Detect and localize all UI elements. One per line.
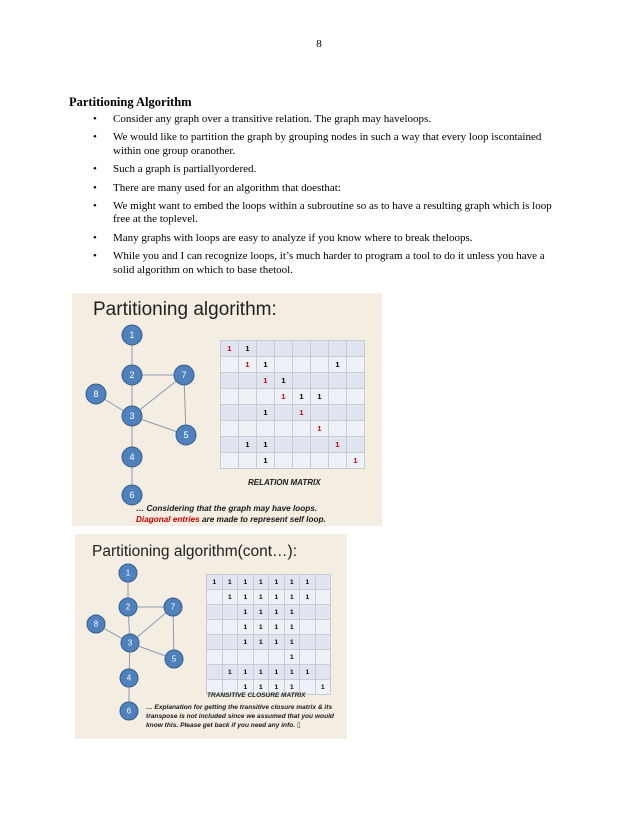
matrix-cell: 1 xyxy=(253,575,269,590)
node-label: 8 xyxy=(93,389,99,399)
matrix-cell xyxy=(311,405,329,421)
matrix-cell: 1 xyxy=(207,575,223,590)
node-label: 6 xyxy=(126,706,132,716)
slide-partitioning-cont xyxy=(75,534,347,739)
note-text: … Explanation for getting the transitive closure matrix & its transpose is not included since we assumed that you would know this. Please get back if you need any info. xyxy=(146,704,334,729)
matrix-cell xyxy=(221,373,239,389)
bullet-item: • We would like to partition the graph by grouping nodes in such a way that every loop iscontained within one group oranother. xyxy=(90,131,568,158)
matrix-cell xyxy=(315,590,331,605)
note-end-glyph: ▯ xyxy=(295,722,301,729)
slide-note xyxy=(136,504,326,525)
matrix-cell xyxy=(222,605,238,620)
matrix-cell: 1 xyxy=(257,405,275,421)
matrix-cell xyxy=(239,421,257,437)
matrix-cell xyxy=(257,341,275,357)
matrix-cell: 1 xyxy=(311,389,329,405)
node-label: 7 xyxy=(181,370,187,380)
matrix-cell xyxy=(221,405,239,421)
matrix-cell xyxy=(311,357,329,373)
matrix-cell xyxy=(221,437,239,453)
matrix-cell xyxy=(239,405,257,421)
matrix-cell: 1 xyxy=(284,605,300,620)
matrix-cell: 1 xyxy=(300,590,316,605)
matrix-cell: 1 xyxy=(238,575,254,590)
bullet-item: • Consider any graph over a transitive relation. The graph may haveloops. xyxy=(90,113,568,126)
matrix-cell xyxy=(238,650,254,665)
matrix-cell: 1 xyxy=(257,373,275,389)
matrix-cell: 1 xyxy=(293,389,311,405)
matrix-cell xyxy=(239,373,257,389)
page-number: 8 xyxy=(316,38,322,50)
matrix-row xyxy=(221,373,365,389)
matrix-cell xyxy=(300,620,316,635)
matrix-row xyxy=(221,389,365,405)
node-label: 7 xyxy=(170,602,176,612)
matrix-cell xyxy=(347,405,365,421)
graph-node xyxy=(87,615,105,633)
matrix-cell: 1 xyxy=(253,590,269,605)
matrix-cell xyxy=(257,421,275,437)
matrix-cell xyxy=(300,605,316,620)
graph-node xyxy=(165,650,183,668)
matrix-cell xyxy=(275,421,293,437)
matrix-cell: 1 xyxy=(269,635,285,650)
matrix-cell: 1 xyxy=(315,680,331,695)
matrix-cell: 1 xyxy=(253,635,269,650)
matrix-cell: 1 xyxy=(238,665,254,680)
matrix-row xyxy=(221,453,365,469)
matrix-cell: 1 xyxy=(222,590,238,605)
matrix-cell: 1 xyxy=(284,575,300,590)
matrix-cell: 1 xyxy=(269,605,285,620)
matrix-cell xyxy=(293,453,311,469)
note-line: … Considering that the graph may have loops. xyxy=(136,504,318,513)
matrix-cell xyxy=(275,405,293,421)
node-label: 5 xyxy=(171,654,177,664)
bullet-item: • Such a graph is partiallyordered. xyxy=(90,163,568,176)
matrix-cell: 1 xyxy=(284,650,300,665)
matrix-cell xyxy=(329,373,347,389)
matrix-row xyxy=(207,635,331,650)
matrix-row xyxy=(207,650,331,665)
matrix-cell: 1 xyxy=(284,665,300,680)
matrix-cell xyxy=(347,357,365,373)
matrix-cell: 1 xyxy=(269,620,285,635)
matrix-cell xyxy=(239,453,257,469)
matrix-cell xyxy=(239,389,257,405)
graph-node xyxy=(176,425,196,445)
matrix-cell xyxy=(293,357,311,373)
matrix-cell xyxy=(293,437,311,453)
matrix-cell xyxy=(315,665,331,680)
matrix-cell xyxy=(315,605,331,620)
matrix-cell: 1 xyxy=(284,680,300,695)
matrix-cell xyxy=(275,357,293,373)
graph-node xyxy=(122,365,142,385)
matrix-row xyxy=(207,575,331,590)
graph-node xyxy=(174,365,194,385)
matrix-cell xyxy=(207,590,223,605)
bullet-item: • Many graphs with loops are easy to analyze if you know where to break theloops. xyxy=(90,232,568,245)
slide-title: Partitioning algorithm(cont…): xyxy=(92,543,298,560)
matrix-caption: TRANSITIVE CLOSURE MATRIX xyxy=(207,692,306,699)
matrix-cell xyxy=(222,620,238,635)
node-label: 1 xyxy=(129,330,135,340)
graph-node xyxy=(119,598,137,616)
matrix-cell: 1 xyxy=(269,590,285,605)
matrix-cell: 1 xyxy=(269,665,285,680)
matrix-row xyxy=(221,437,365,453)
matrix-cell: 1 xyxy=(329,357,347,373)
matrix-cell xyxy=(221,389,239,405)
graph-node xyxy=(120,702,138,720)
slide-title: Partitioning algorithm: xyxy=(93,299,277,320)
bullet-item: • We might want to embed the loops within a subroutine so as to have a resulting graph which is loop free at the toplevel. xyxy=(90,200,568,227)
matrix-cell: 1 xyxy=(238,620,254,635)
matrix-cell xyxy=(293,341,311,357)
section-heading: Partitioning Algorithm xyxy=(69,95,192,109)
matrix-row xyxy=(221,341,365,357)
matrix-cell: 1 xyxy=(329,437,347,453)
node-label: 2 xyxy=(129,370,135,380)
matrix-cell xyxy=(293,373,311,389)
graph-node xyxy=(119,564,137,582)
note-highlight: Diagonal entries xyxy=(136,514,200,524)
matrix-row xyxy=(207,605,331,620)
matrix-cell: 1 xyxy=(347,453,365,469)
matrix-cell: 1 xyxy=(269,680,285,695)
matrix-cell xyxy=(275,341,293,357)
matrix-cell xyxy=(207,620,223,635)
slide-note xyxy=(146,703,346,730)
node-label: 4 xyxy=(129,452,135,462)
matrix-cell xyxy=(207,605,223,620)
matrix-cell: 1 xyxy=(269,575,285,590)
matrix-cell xyxy=(329,389,347,405)
matrix-cell xyxy=(311,437,329,453)
matrix-cell xyxy=(222,650,238,665)
matrix-cell: 1 xyxy=(238,605,254,620)
graph-node xyxy=(164,598,182,616)
matrix-cell xyxy=(221,421,239,437)
matrix-cell xyxy=(311,373,329,389)
matrix-cell xyxy=(300,650,316,665)
matrix-cell: 1 xyxy=(257,453,275,469)
matrix-cell xyxy=(311,453,329,469)
node-label: 4 xyxy=(126,673,132,683)
matrix-cell xyxy=(311,341,329,357)
matrix-cell xyxy=(347,421,365,437)
matrix-cell xyxy=(207,650,223,665)
matrix-cell: 1 xyxy=(284,620,300,635)
matrix-cell xyxy=(347,341,365,357)
matrix-cell: 1 xyxy=(257,357,275,373)
matrix-cell xyxy=(329,341,347,357)
matrix-cell: 1 xyxy=(253,680,269,695)
matrix-row xyxy=(221,421,365,437)
matrix-cell xyxy=(253,650,269,665)
matrix-cell xyxy=(329,421,347,437)
graph-node xyxy=(120,669,138,687)
matrix-cell: 1 xyxy=(222,665,238,680)
note-text: are made to represent self loop. xyxy=(199,514,326,524)
matrix-caption: RELATION MATRIX xyxy=(248,478,321,487)
relation-matrix xyxy=(220,340,365,469)
graph-node xyxy=(122,485,142,505)
matrix-cell xyxy=(221,357,239,373)
matrix-cell xyxy=(315,575,331,590)
slide-partitioning xyxy=(72,293,382,526)
matrix-cell: 1 xyxy=(239,357,257,373)
graph-node xyxy=(121,634,139,652)
matrix-cell: 1 xyxy=(284,635,300,650)
matrix-cell: 1 xyxy=(300,665,316,680)
graph-node xyxy=(122,325,142,345)
matrix-cell xyxy=(347,437,365,453)
matrix-cell: 1 xyxy=(257,437,275,453)
matrix-row xyxy=(221,357,365,373)
matrix-cell xyxy=(221,453,239,469)
matrix-cell: 1 xyxy=(239,437,257,453)
node-label: 3 xyxy=(129,411,135,421)
matrix-cell xyxy=(207,665,223,680)
node-label: 2 xyxy=(125,602,131,612)
matrix-cell: 1 xyxy=(239,341,257,357)
matrix-cell xyxy=(315,650,331,665)
transitive-closure-matrix xyxy=(206,574,331,695)
matrix-cell xyxy=(347,389,365,405)
matrix-row xyxy=(221,405,365,421)
matrix-cell: 1 xyxy=(238,590,254,605)
matrix-cell: 1 xyxy=(253,605,269,620)
matrix-cell xyxy=(257,389,275,405)
node-label: 3 xyxy=(127,638,133,648)
graph-node xyxy=(122,447,142,467)
matrix-cell xyxy=(222,635,238,650)
matrix-cell xyxy=(269,650,285,665)
matrix-cell: 1 xyxy=(293,405,311,421)
matrix-cell: 1 xyxy=(300,575,316,590)
matrix-row xyxy=(207,665,331,680)
matrix-cell xyxy=(207,635,223,650)
matrix-row xyxy=(207,590,331,605)
matrix-cell: 1 xyxy=(311,421,329,437)
matrix-row xyxy=(207,620,331,635)
matrix-cell xyxy=(315,635,331,650)
matrix-cell xyxy=(347,373,365,389)
matrix-cell: 1 xyxy=(238,680,254,695)
matrix-cell xyxy=(329,453,347,469)
matrix-cell: 1 xyxy=(253,620,269,635)
matrix-cell xyxy=(275,453,293,469)
matrix-cell xyxy=(275,437,293,453)
matrix-cell xyxy=(293,421,311,437)
matrix-cell xyxy=(329,405,347,421)
matrix-cell xyxy=(300,635,316,650)
matrix-cell: 1 xyxy=(284,590,300,605)
node-label: 8 xyxy=(93,619,99,629)
node-label: 6 xyxy=(129,490,135,500)
matrix-cell: 1 xyxy=(221,341,239,357)
matrix-cell xyxy=(315,620,331,635)
bullet-item: • There are many used for an algorithm that doesthat: xyxy=(90,182,568,195)
bullet-item: • While you and I can recognize loops, it’s much harder to program a tool to do it unless you have a solid algorithm on which to base thetool. xyxy=(90,250,568,277)
matrix-cell: 1 xyxy=(275,389,293,405)
matrix-cell: 1 xyxy=(253,665,269,680)
bullet-list xyxy=(90,113,568,282)
graph-node xyxy=(86,384,106,404)
matrix-cell: 1 xyxy=(275,373,293,389)
matrix-cell: 1 xyxy=(238,635,254,650)
node-label: 1 xyxy=(125,568,131,578)
node-label: 5 xyxy=(183,430,189,440)
graph-node xyxy=(122,406,142,426)
note-line xyxy=(136,515,326,526)
matrix-cell: 1 xyxy=(222,575,238,590)
